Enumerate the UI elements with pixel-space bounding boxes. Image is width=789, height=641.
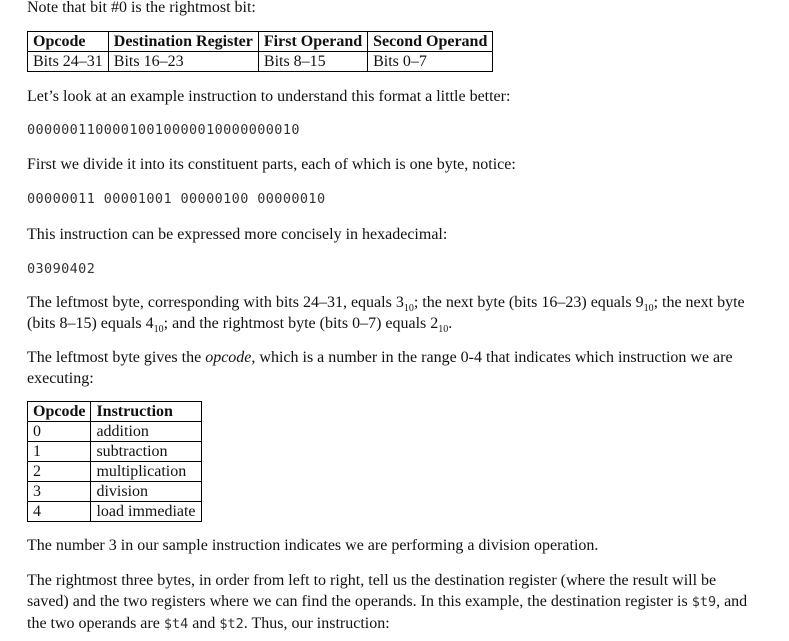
opcode-header: Opcode bbox=[28, 402, 91, 422]
format-header-destination: Destination Register bbox=[108, 32, 258, 52]
register-code: $t9 bbox=[691, 594, 717, 610]
registers-text: The rightmost three bytes, in order from left to right, tell us the destination register (where the result will be saved) and the two registers where we can find the operands. In this example, the destination register is bbox=[27, 572, 717, 610]
opcode-cell: 2 bbox=[28, 462, 91, 482]
bytes-text: ; the next byte (bits 8–15) equals 4 bbox=[27, 294, 745, 332]
format-cell-second-operand-bits: Bits 0–7 bbox=[368, 52, 493, 72]
instruction-cell: load immediate bbox=[91, 502, 201, 522]
instruction-cell: division bbox=[91, 482, 201, 502]
bytes-text: The leftmost byte, corresponding with bits 24–31, equals 3 bbox=[27, 294, 404, 311]
instruction-cell: subtraction bbox=[91, 442, 201, 462]
format-header-second-operand: Second Operand bbox=[368, 32, 493, 52]
register-code: $t4 bbox=[163, 616, 189, 632]
opcode-cell: 1 bbox=[28, 442, 91, 462]
division-paragraph: The number 3 in our sample instruction indicates we are performing a division operation. bbox=[27, 537, 599, 554]
registers-text: and bbox=[188, 615, 220, 632]
format-table-row bbox=[28, 52, 493, 72]
format-header-first-operand: First Operand bbox=[258, 32, 367, 52]
opcode-table bbox=[27, 401, 202, 522]
bit-note: Note that bit #0 is the rightmost bit: bbox=[27, 0, 256, 16]
format-table-header-row bbox=[28, 32, 493, 52]
opcode-cell: 3 bbox=[28, 482, 91, 502]
opcode-term: opcode bbox=[205, 349, 252, 366]
format-cell-opcode-bits: Bits 24–31 bbox=[28, 52, 109, 72]
opcode-table-header-row bbox=[28, 402, 202, 422]
table-row bbox=[28, 502, 202, 522]
hex-paragraph: This instruction can be expressed more concisely in hexadecimal: bbox=[27, 226, 448, 243]
opcode-paragraph bbox=[27, 347, 749, 389]
binary-bytes: 00000011 00001001 00000100 00000010 bbox=[27, 191, 326, 207]
instruction-header: Instruction bbox=[91, 402, 201, 422]
instruction-cell: multiplication bbox=[91, 462, 201, 482]
instruction-cell: addition bbox=[91, 422, 201, 442]
bytes-text: . bbox=[448, 315, 453, 332]
intro-paragraph: Let’s look at an example instruction to understand this format a little better: bbox=[27, 88, 511, 105]
registers-paragraph bbox=[27, 570, 749, 635]
opcode-text: , which is a number in the range 0-4 that indicates which instruction we are executing: bbox=[27, 349, 733, 387]
table-row bbox=[28, 462, 202, 482]
registers-text: , and the two operands are bbox=[27, 593, 748, 632]
bytes-text: ; the next byte (bits 16–23) equals 9 bbox=[413, 294, 644, 311]
table-row bbox=[28, 482, 202, 502]
hex-instruction: 03090402 bbox=[27, 261, 96, 277]
opcode-text: The leftmost byte gives the bbox=[27, 349, 206, 366]
binary-instruction: 00000011000010010000010000000010 bbox=[27, 122, 300, 138]
register-code: $t2 bbox=[219, 616, 244, 632]
format-header-opcode: Opcode bbox=[28, 32, 109, 52]
base-subscript: 10 bbox=[643, 303, 654, 315]
base-subscript: 10 bbox=[403, 303, 414, 315]
divide-paragraph: First we divide it into its constituent parts, each of which is one byte, notice: bbox=[27, 156, 516, 173]
format-cell-destination-bits: Bits 16–23 bbox=[108, 52, 258, 72]
opcode-cell: 0 bbox=[28, 422, 91, 442]
registers-text: . Thus, our instruction: bbox=[243, 615, 390, 632]
format-cell-first-operand-bits: Bits 8–15 bbox=[258, 52, 367, 72]
opcode-cell: 4 bbox=[28, 502, 91, 522]
base-subscript: 10 bbox=[153, 324, 164, 336]
table-row bbox=[28, 422, 202, 442]
bytes-text: ; and the rightmost byte (bits 0–7) equals 2 bbox=[163, 315, 439, 332]
format-table bbox=[27, 31, 493, 72]
table-row bbox=[28, 442, 202, 462]
base-subscript: 10 bbox=[438, 324, 449, 336]
bytes-paragraph bbox=[27, 292, 749, 334]
